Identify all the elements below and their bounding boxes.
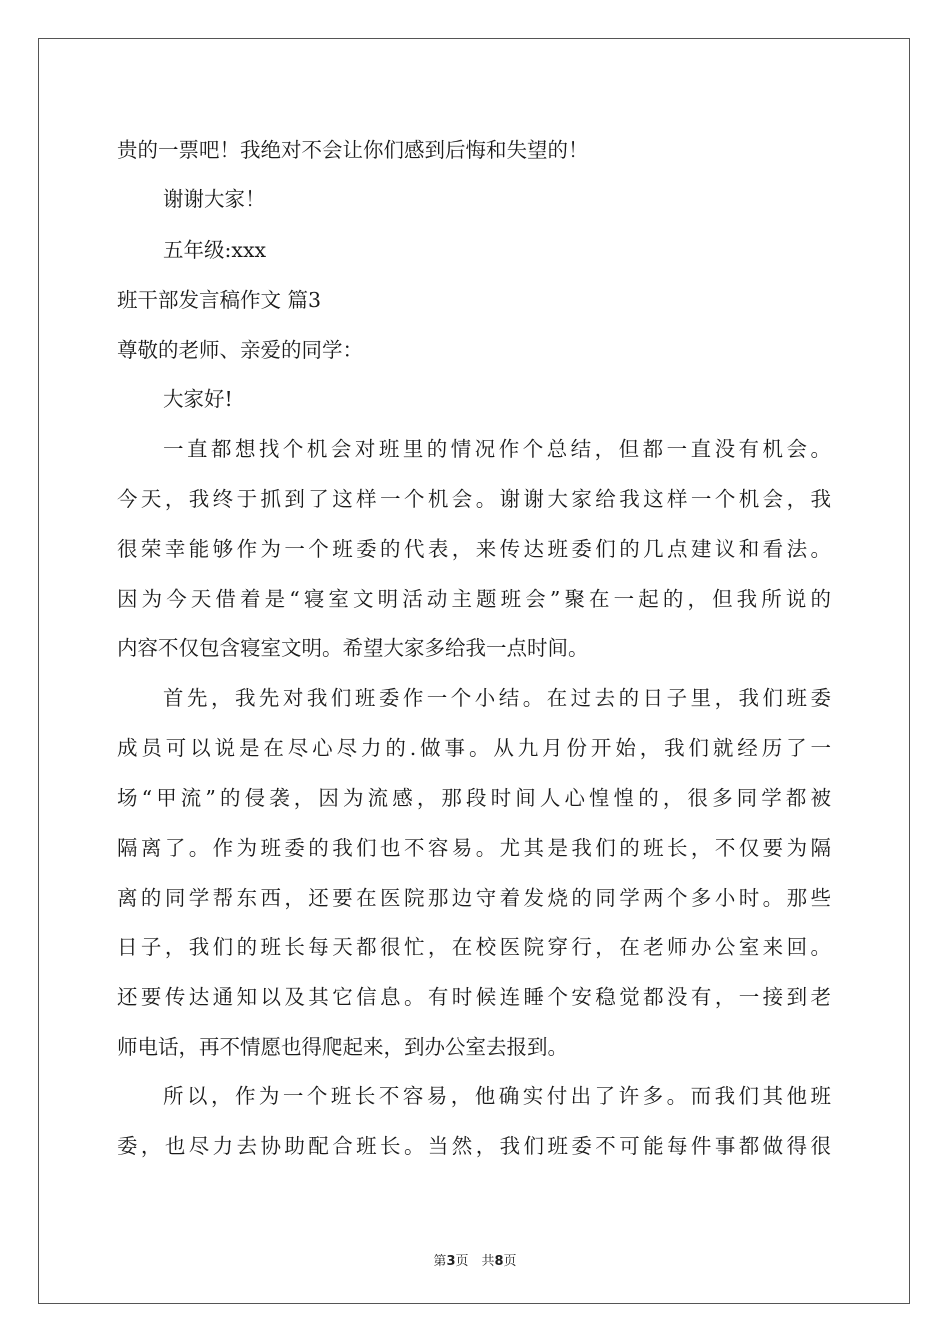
text-line: 所以，作为一个班长不容易，他确实付出了许多。而我们其他班 xyxy=(163,1084,831,1108)
text-line: 日子，我们的班长每天都很忙，在校医院穿行，在老师办公室来回。 xyxy=(117,935,831,959)
page-prefix: 第 xyxy=(433,1254,447,1269)
page-footer xyxy=(0,1250,950,1269)
text-line: 五年级:xxx xyxy=(163,238,267,262)
page-mid: 页 共 xyxy=(455,1254,495,1269)
text-line: 谢谢大家！ xyxy=(163,187,266,211)
section-heading: 班干部发言稿作文 篇3 xyxy=(117,288,322,312)
text-line: 委，也尽力去协助配合班长。当然，我们班委不可能每件事都做得很 xyxy=(117,1134,831,1158)
page-border xyxy=(38,38,910,1304)
text-line: 内容不仅包含寝室文明。希望大家多给我一点时间。 xyxy=(117,636,589,660)
text-line: 一直都想找个机会对班里的情况作个总结，但都一直没有机会。 xyxy=(163,437,831,461)
text-line: 首先，我先对我们班委作一个小结。在过去的日子里，我们班委 xyxy=(163,686,831,710)
text-line: 因为今天借着是“寝室文明活动主题班会”聚在一起的，但我所说的 xyxy=(117,587,831,611)
salutation: 尊敬的老师、亲爱的同学： xyxy=(117,338,363,362)
text-line: 成员可以说是在尽心尽力的.做事。从九月份开始，我们就经历了一 xyxy=(117,736,831,760)
page-current: 3 xyxy=(446,1254,456,1269)
text-line: 师电话，再不情愿也得爬起来，到办公室去报到。 xyxy=(117,1035,568,1059)
page-suffix: 页 xyxy=(503,1254,517,1269)
text-line: 很荣幸能够作为一个班委的代表，来传达班委们的几点建议和看法。 xyxy=(117,537,831,561)
text-line: 离的同学帮东西，还要在医院那边守着发烧的同学两个多小时。那些 xyxy=(117,886,831,910)
text-line: 场“甲流”的侵袭，因为流感，那段时间人心惶惶的，很多同学都被 xyxy=(117,786,831,810)
text-line: 今天，我终于抓到了这样一个机会。谢谢大家给我这样一个机会，我 xyxy=(117,487,831,511)
page-total: 8 xyxy=(494,1254,504,1269)
text-line: 隔离了。作为班委的我们也不容易。尤其是我们的班长，不仅要为隔 xyxy=(117,836,831,860)
greeting: 大家好! xyxy=(163,387,233,411)
text-line: 贵的一票吧！我绝对不会让你们感到后悔和失望的！ xyxy=(117,138,589,162)
text-line: 还要传达通知以及其它信息。有时候连睡个安稳觉都没有，一接到老 xyxy=(117,985,831,1009)
